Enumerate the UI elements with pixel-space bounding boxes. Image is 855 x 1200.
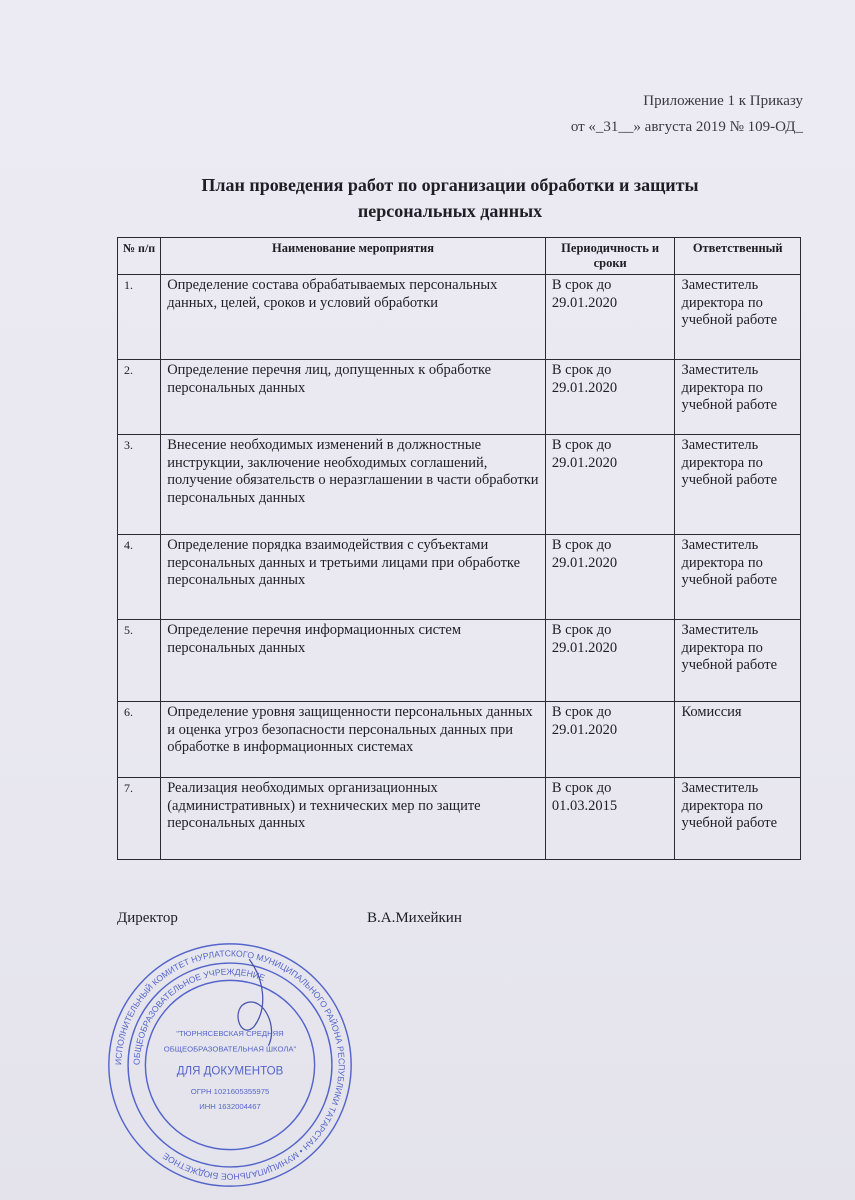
row-activity: Реализация необходимых организационных (административных) и технических мер по защите персональных данных bbox=[161, 778, 546, 860]
appendix-line1: Приложение 1 к Приказу bbox=[643, 93, 803, 109]
title-line1: План проведения работ по организации обработки и защиты bbox=[201, 175, 699, 195]
row-number: 4. bbox=[118, 535, 161, 620]
plan-table bbox=[117, 237, 801, 860]
row-activity: Определение перечня информационных систем персональных данных bbox=[161, 620, 546, 702]
row-activity: Определение состава обрабатываемых персональных данных, целей, сроков и условий обработки bbox=[161, 275, 546, 360]
row-deadline: В срок до 29.01.2020 bbox=[545, 275, 675, 360]
row-number: 6. bbox=[118, 702, 161, 778]
row-activity: Определение уровня защищенности персональных данных и оценка угроз безопасности персональных данных при обработке в информационных системах bbox=[161, 702, 546, 778]
table-row bbox=[118, 275, 801, 360]
row-deadline: В срок до 29.01.2020 bbox=[545, 435, 675, 535]
stamp-center2: ОБЩЕОБРАЗОВАТЕЛЬНАЯ ШКОЛА" bbox=[163, 1044, 297, 1054]
table-row bbox=[118, 702, 801, 778]
row-number: 7. bbox=[118, 778, 161, 860]
row-deadline: В срок до 29.01.2020 bbox=[545, 620, 675, 702]
table-row bbox=[118, 435, 801, 535]
stamp-inn: ИНН 1632004467 bbox=[199, 1102, 261, 1112]
row-responsible: Заместитель директора по учебной работе bbox=[675, 275, 801, 360]
row-responsible: Заместитель директора по учебной работе bbox=[675, 778, 801, 860]
row-responsible: Заместитель директора по учебной работе bbox=[675, 620, 801, 702]
row-responsible: Заместитель директора по учебной работе bbox=[675, 435, 801, 535]
row-number: 1. bbox=[118, 275, 161, 360]
document-title bbox=[120, 172, 780, 224]
table-header-row bbox=[118, 238, 801, 275]
official-stamp bbox=[105, 940, 355, 1190]
row-activity: Внесение необходимых изменений в должностные инструкции, заключение необходимых соглашений, получение обязательств о неразглашении в части обработки персональных данных bbox=[161, 435, 546, 535]
stamp-ogrn: ОГРН 1021605355975 bbox=[190, 1086, 270, 1096]
signature-position: Директор bbox=[117, 910, 178, 926]
header-num: № п/п bbox=[118, 238, 161, 275]
appendix-reference bbox=[571, 88, 803, 140]
row-deadline: В срок до 01.03.2015 bbox=[545, 778, 675, 860]
appendix-line2: от «_31__» августа 2019 № 109-ОД_ bbox=[570, 119, 803, 135]
row-number: 5. bbox=[118, 620, 161, 702]
row-deadline: В срок до 29.01.2020 bbox=[545, 702, 675, 778]
row-deadline: В срок до 29.01.2020 bbox=[545, 360, 675, 435]
table-row bbox=[118, 620, 801, 702]
stamp-inner-text: ОБЩЕОБРАЗОВАТЕЛЬНОЕ УЧРЕЖДЕНИЕ bbox=[131, 966, 267, 1066]
row-activity: Определение порядка взаимодействия с субъектами персональных данных и третьими лицами при обработке персональных данных bbox=[161, 535, 546, 620]
row-responsible: Заместитель директора по учебной работе bbox=[675, 535, 801, 620]
table-row bbox=[118, 778, 801, 860]
row-activity: Определение перечня лиц, допущенных к обработке персональных данных bbox=[161, 360, 546, 435]
row-responsible: Заместитель директора по учебной работе bbox=[675, 360, 801, 435]
row-number: 2. bbox=[118, 360, 161, 435]
table-row bbox=[118, 535, 801, 620]
row-deadline: В срок до 29.01.2020 bbox=[545, 535, 675, 620]
table-row bbox=[118, 360, 801, 435]
row-responsible: Комиссия bbox=[675, 702, 801, 778]
stamp-docs: ДЛЯ ДОКУМЕНТОВ bbox=[176, 1065, 284, 1078]
row-number: 3. bbox=[118, 435, 161, 535]
stamp-center1: "ТЮРНЯСЕВСКАЯ СРЕДНЯЯ bbox=[176, 1029, 284, 1039]
header-term: Периодичность и сроки bbox=[545, 238, 675, 275]
header-responsible: Ответственный bbox=[675, 238, 801, 275]
signature-name: В.А.Михейкин bbox=[367, 910, 462, 926]
title-line2: персональных данных bbox=[357, 201, 543, 221]
header-name: Наименование мероприятия bbox=[161, 238, 546, 275]
stamp-outer-text: ИСПОЛНИТЕЛЬНЫЙ КОМИТЕТ НУРЛАТСКОГО МУНИЦИПАЛЬНОГО РАЙОНА РЕСПУБЛИКИ ТАТАРСТАН • МУНИЦИПАЛЬНОЕ БЮДЖЕТНОЕ bbox=[113, 948, 347, 1182]
